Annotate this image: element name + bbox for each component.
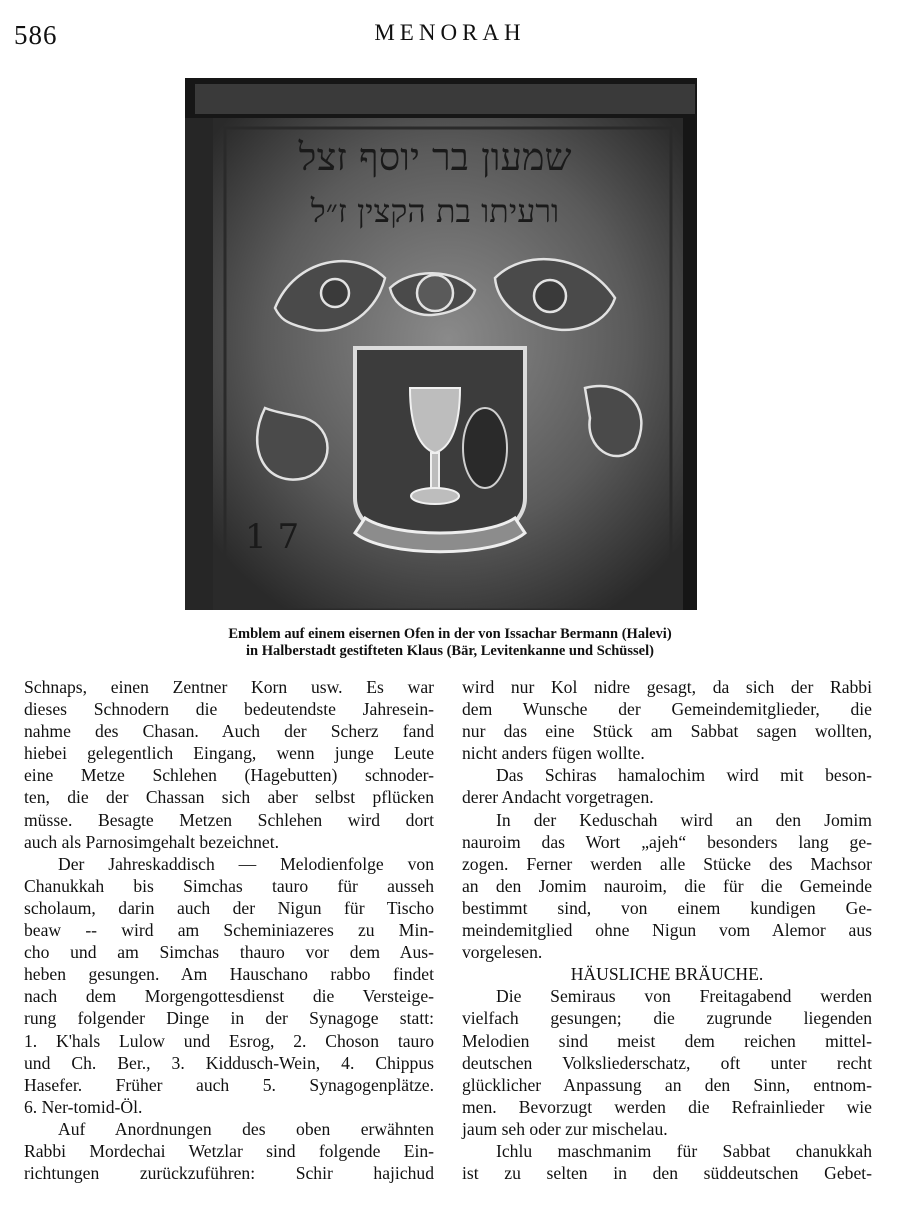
bear-icon (463, 408, 507, 488)
text-line: richtungen zurückzuführen: Schir hajichud (24, 1163, 434, 1184)
text-line: wird nur Kol nidre gesagt, da sich der Rabbi (462, 677, 872, 697)
text-line: müsse. Besagte Metzen Schlehen wird dort (24, 809, 434, 830)
text-line: heben gesungen. Am Hauschano rabbo findet (24, 964, 434, 985)
text-line: Das Schiras hamalochim wird mit beson- (496, 765, 872, 786)
text-line: vielfach gesungen; die zugrunde liegenden (462, 1008, 872, 1029)
section-heading: HÄUSLICHE BRÄUCHE. (570, 964, 764, 985)
text-line: Schnaps, einen Zentner Korn usw. Es war (24, 677, 434, 697)
text-line: an den Jomim nauroim, die für die Gemeinde (462, 875, 872, 896)
text-line: hiebei gelegentlich Eingang, wenn junge Leute (24, 743, 434, 764)
text-line: bestimmt sind, von einem kundigen Ge- (462, 897, 872, 918)
text-line: Ichlu maschmanim für Sabbat chanukkah (496, 1140, 872, 1161)
text-line: nauroim das Wort „ajeh“ besonders lang ge- (462, 831, 872, 852)
text-line: dem Wunsche der Gemeindemitglieder, die (462, 699, 872, 720)
svg-text:1 7: 1 7 (245, 517, 300, 557)
text-line: zogen. Ferner werden alle Stücke des Machsor (462, 853, 872, 874)
text-line: dieses Schnodern die bedeutendste Jahresein- (24, 699, 434, 720)
text-line: nahme des Chasan. Auch der Scherz fand (24, 721, 434, 742)
left-column (24, 676, 434, 1184)
page-number: 586 (14, 20, 58, 50)
text-line: glücklicher Anpassung an den Sinn, entnom- (462, 1074, 872, 1095)
caption-line: in Halberstadt gestifteten Klaus (Bär, Levitenkanne und Schüssel) (246, 643, 654, 659)
text-line: beaw -- wird am Scheminiazeres zu Min- (24, 920, 434, 941)
text-line: scholaum, darin auch der Nigun für Tischo (24, 897, 434, 918)
text-line: 1. K'hals Lulow und Esrog, 2. Choson tauro (24, 1030, 434, 1051)
text-line: Der Jahreskaddisch — Melodienfolge von (58, 853, 434, 874)
text-line: jaum seh oder zur mischelau. (462, 1118, 668, 1139)
text-line: Melodien sind meist dem reichen mittel- (462, 1030, 872, 1051)
figure-caption (150, 626, 750, 660)
text-line: Rabbi Mordechai Wetzlar sind folgende Ein- (24, 1140, 434, 1161)
running-head: MENORAH (374, 20, 526, 45)
text-line: Hasefer. Früher auch 5. Synagogenplätze. (24, 1074, 434, 1095)
text-line: nur das eine Stück am Sabbat sagen wollten, (462, 721, 872, 742)
text-line: nach dem Morgengottesdienst die Versteige- (24, 986, 434, 1007)
text-line: und Ch. Ber., 3. Kiddusch-Wein, 4. Chippus (24, 1052, 434, 1073)
text-line: nicht anders fügen wollte. (462, 743, 645, 764)
right-column (462, 676, 872, 1184)
hebrew-inscription-2: ורעיתו בת הקצין ז״ל (310, 192, 560, 230)
text-line: cho und am Simchas thauro vor dem Aus- (24, 942, 434, 963)
text-line: ten, die der Chassan sich aber selbst pflücken (24, 787, 434, 808)
text-line: auch als Parnosimgehalt bezeichnet. (24, 831, 280, 852)
text-line: 6. Ner-tomid-Öl. (24, 1096, 143, 1117)
text-line: meindemitglied ohne Nigun vom Alemor aus (462, 920, 872, 941)
caption-line: Emblem auf einem eisernen Ofen in der von Issachar Bermann (Halevi) (228, 626, 672, 642)
text-line: vorgelesen. (462, 942, 543, 963)
text-line: rung folgender Dinge in der Synagoge statt: (24, 1008, 434, 1029)
text-line: Die Semiraus von Freitagabend werden (496, 986, 872, 1007)
text-line: Auf Anordnungen des oben erwähnten (58, 1118, 434, 1139)
text-line: eine Metze Schlehen (Hagebutten) schnoder- (24, 765, 434, 786)
text-line: ist zu selten in den süddeutschen Gebet- (462, 1163, 872, 1184)
text-line: Chanukkah bis Simchas tauro für ausseh (24, 875, 434, 896)
text-line: men. Bevorzugt werden die Refrainlieder wie (462, 1096, 872, 1117)
text-line: deutschen Volksliederschatz, oft unter recht (462, 1052, 872, 1073)
stove-emblem-photo (185, 78, 697, 610)
text-line: derer Andacht vorgetragen. (462, 787, 654, 808)
text-line: In der Keduschah wird an den Jomim (496, 809, 872, 830)
hebrew-inscription-1: שמעון בר יוסף זצל (298, 135, 572, 179)
